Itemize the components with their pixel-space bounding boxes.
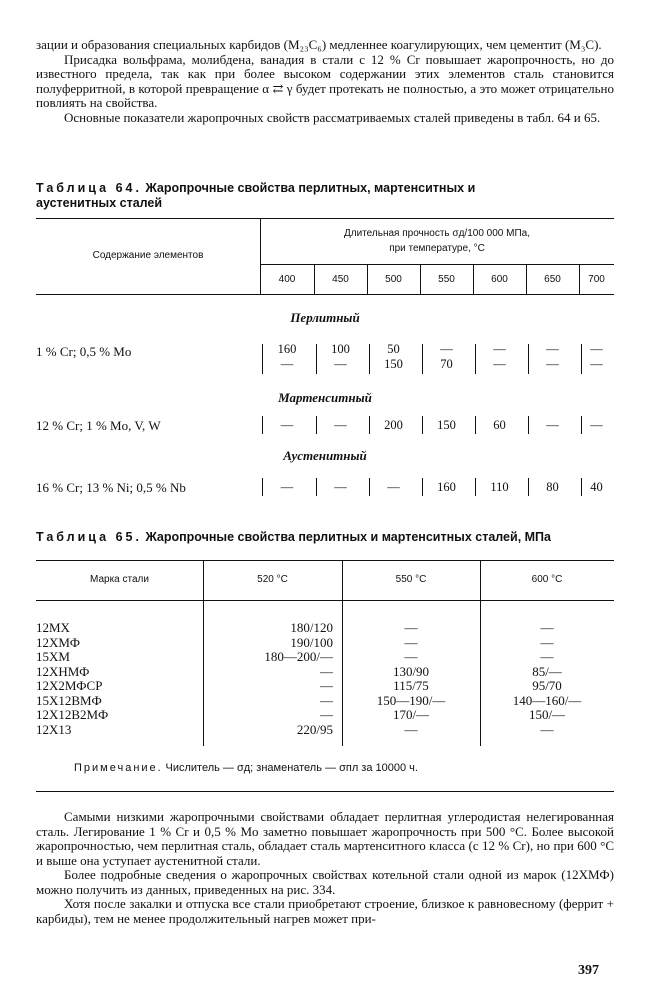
table-64-cell: — xyxy=(387,480,400,494)
table-64-cell: 40 xyxy=(590,480,603,494)
temp-header: 550 xyxy=(438,274,455,285)
temp-header-divider xyxy=(473,264,474,294)
table-64-cell: — xyxy=(334,357,347,371)
table-64-cell: 160 xyxy=(277,342,297,356)
outro-paragraph-2: Более подробные сведения о жаропрочных свойствах котельной стали одной из марок (12ХМФ) можно получить из данных, приведенных на рис. 334. xyxy=(36,867,614,897)
table-65-bottom-rule xyxy=(36,791,614,792)
outro xyxy=(36,810,614,926)
table-65-cell: — xyxy=(320,678,333,693)
table-64-cell: — xyxy=(440,342,453,356)
outro-paragraph-1: Самыми низкими жаропрочными свойствами обладает перлитная углеродистая нелегированная сталь. Легирование 1 % Cr и 0,5 % Mo заметно повышает жаропрочность при 500 °С. Более высокой жаропрочностью, чем перлитная сталь, обладает сталь мартенситного класса (с 12 % Cr), но при 600 °С и выше она уступает аустенитной стали. xyxy=(36,809,614,868)
table-65-cell: — xyxy=(404,649,418,664)
steel-grade: 12Х13 xyxy=(36,721,72,737)
steel-grade: 12МХ xyxy=(36,620,70,635)
table-64-cell: 70 xyxy=(440,357,453,371)
table-64-header-bottom-rule xyxy=(36,294,614,295)
table-65-cell: 180/120 xyxy=(290,620,333,635)
table-65-header-steel: Марка стали xyxy=(90,574,149,585)
table-64-cell: — xyxy=(280,357,294,371)
table-64-cell: 80 xyxy=(546,480,559,494)
table-65-header-550: 550 °С xyxy=(395,574,427,585)
temp-header: 650 xyxy=(544,274,561,285)
steel-grade: 15ХМ xyxy=(36,649,70,664)
table-64-cell: — xyxy=(590,357,603,371)
table-64-top-rule xyxy=(36,218,614,219)
table-65-cell: — xyxy=(540,649,554,664)
table-64-cell: — xyxy=(546,357,559,371)
table-64-col-elements: Содержание элементов xyxy=(92,250,204,261)
steel-grade: 15Х12ВМФ xyxy=(36,692,102,708)
table-64-label: Таблица 64. xyxy=(36,181,142,195)
table-65-cell: 150/— xyxy=(528,707,566,722)
row-label: 1 % Cr; 0,5 % Mo xyxy=(36,344,132,359)
row-label: 16 % Cr; 13 % Ni; 0,5 % Nb xyxy=(36,480,186,495)
table-64-cell: 150 xyxy=(384,357,403,371)
temp-header: 600 xyxy=(491,274,508,285)
table-64 xyxy=(36,218,614,514)
temp-header-divider xyxy=(420,264,421,294)
table-65-cell: 170/— xyxy=(392,707,430,722)
table-65-note xyxy=(74,762,614,774)
table-64-caption xyxy=(36,181,536,211)
temp-header: 400 xyxy=(278,274,296,285)
table-65-label: Таблица 65. xyxy=(36,530,142,544)
table-64-cell: 50 xyxy=(387,342,400,356)
table-65-cell: — xyxy=(404,634,418,650)
table-65-note-label: Примечание. xyxy=(74,762,163,774)
temp-header-divider xyxy=(367,264,368,294)
table-64-cell: — xyxy=(546,342,559,356)
temp-header-divider xyxy=(579,264,580,294)
table-64-col-strength-1: Длительная прочность σд/100 000 МПа, xyxy=(344,228,530,239)
table-65-header-bottom-rule xyxy=(36,600,614,601)
table-64-cell: — xyxy=(546,418,559,432)
table-65-cell: 180—200/— xyxy=(264,649,333,664)
table-64-cell: 110 xyxy=(490,480,509,494)
table-65-top-rule xyxy=(36,560,614,561)
table-64-cell: 100 xyxy=(331,342,350,356)
table-64-cell: 160 xyxy=(437,480,456,494)
table-64-cell: 150 xyxy=(437,418,456,432)
temp-header: 700 xyxy=(588,274,605,285)
table-64-cell: — xyxy=(280,480,294,494)
intro-paragraph-1: зации и образования специальных карбидов (M₂₃C₆) медленнее коагулирующих, чем цементит (M₃C). xyxy=(36,37,602,52)
steel-grade: 12ХНМФ xyxy=(36,663,90,679)
table-65 xyxy=(36,560,614,792)
page xyxy=(36,38,614,125)
table-64-cell: — xyxy=(334,480,347,494)
table-64-title: Жаропрочные свойства перлитных, мартенситных и аустенитных сталей xyxy=(36,181,476,210)
table-64-cell: — xyxy=(280,418,294,432)
table-65-cell: 95/70 xyxy=(532,678,562,693)
table-65-cell: 115/75 xyxy=(393,678,429,693)
table-64-cell: — xyxy=(493,342,506,356)
temp-header-divider xyxy=(526,264,527,294)
table-65-cell: — xyxy=(540,721,554,737)
temp-header: 450 xyxy=(332,274,349,285)
group-name: Аустенитный xyxy=(283,448,367,463)
temp-header: 500 xyxy=(385,274,402,285)
table-64-cell: — xyxy=(493,357,506,371)
table-65-cell: — xyxy=(540,634,554,650)
page-number: 397 xyxy=(578,963,599,978)
table-65-cell: 85/— xyxy=(532,663,562,679)
table-65-header-600: 600 °С xyxy=(531,574,563,585)
intro-paragraph-3: Основные показатели жаропрочных свойств рассматриваемых сталей приведены в табл. 64 и 65. xyxy=(64,109,601,125)
group-name: Перлитный xyxy=(290,310,360,325)
table-64-cell: — xyxy=(590,342,603,356)
table-65-cell: 150—190/— xyxy=(376,692,446,708)
steel-grade: 12Х2МФСР xyxy=(36,678,103,693)
table-65-cell: — xyxy=(404,620,418,635)
table-65-cell: 190/100 xyxy=(290,634,333,650)
table-65-cell: 140—160/— xyxy=(512,692,582,708)
table-64-cell: 60 xyxy=(493,418,506,432)
table-65-cell: — xyxy=(320,707,333,722)
outro-paragraph-3: Хотя после закалки и отпуска все стали приобретают строение, близкое к равновесному (феррит + карбиды), тем не менее продолжительный нагрев может при- xyxy=(36,896,614,926)
table-64-col-strength-2: при температуре, °С xyxy=(389,243,485,254)
steel-grade: 12Х12В2МФ xyxy=(36,707,109,722)
group-name: Мартенситный xyxy=(278,390,372,405)
table-64-cell: 200 xyxy=(384,418,403,432)
table-65-cell: — xyxy=(320,663,333,679)
table-65-note-text: Числитель — σд; знаменатель — σпл за 10000 ч. xyxy=(165,762,418,774)
row-label: 12 % Cr; 1 % Mo, V, W xyxy=(36,418,161,433)
table-64-cell: — xyxy=(590,418,603,432)
table-64-cell: — xyxy=(334,418,347,432)
table-65-header-520: 520 °С xyxy=(257,574,288,585)
table-65-cell: — xyxy=(404,721,418,737)
table-65-cell: 220/95 xyxy=(296,721,333,737)
intro-paragraph-2: Присадка вольфрама, молибдена, ванадия в стали с 12 % Cr повышает жаропрочность, но до известного предела, так как при более высоком содержании этих элементов сталь становится полуферритной, в которой превращение α ⇄ γ будет протекать не полностью, а это может отрицательно повлиять на свойства. xyxy=(36,51,614,110)
table-65-caption xyxy=(36,530,616,545)
table-65-cell: — xyxy=(320,692,333,708)
temp-header-divider xyxy=(314,264,315,294)
table-65-title: Жаропрочные свойства перлитных и мартенситных сталей, МПа xyxy=(145,530,551,544)
table-65-cell: — xyxy=(540,620,554,635)
table-65-cell: 130/90 xyxy=(392,663,430,679)
steel-grade: 12ХМФ xyxy=(36,634,81,650)
